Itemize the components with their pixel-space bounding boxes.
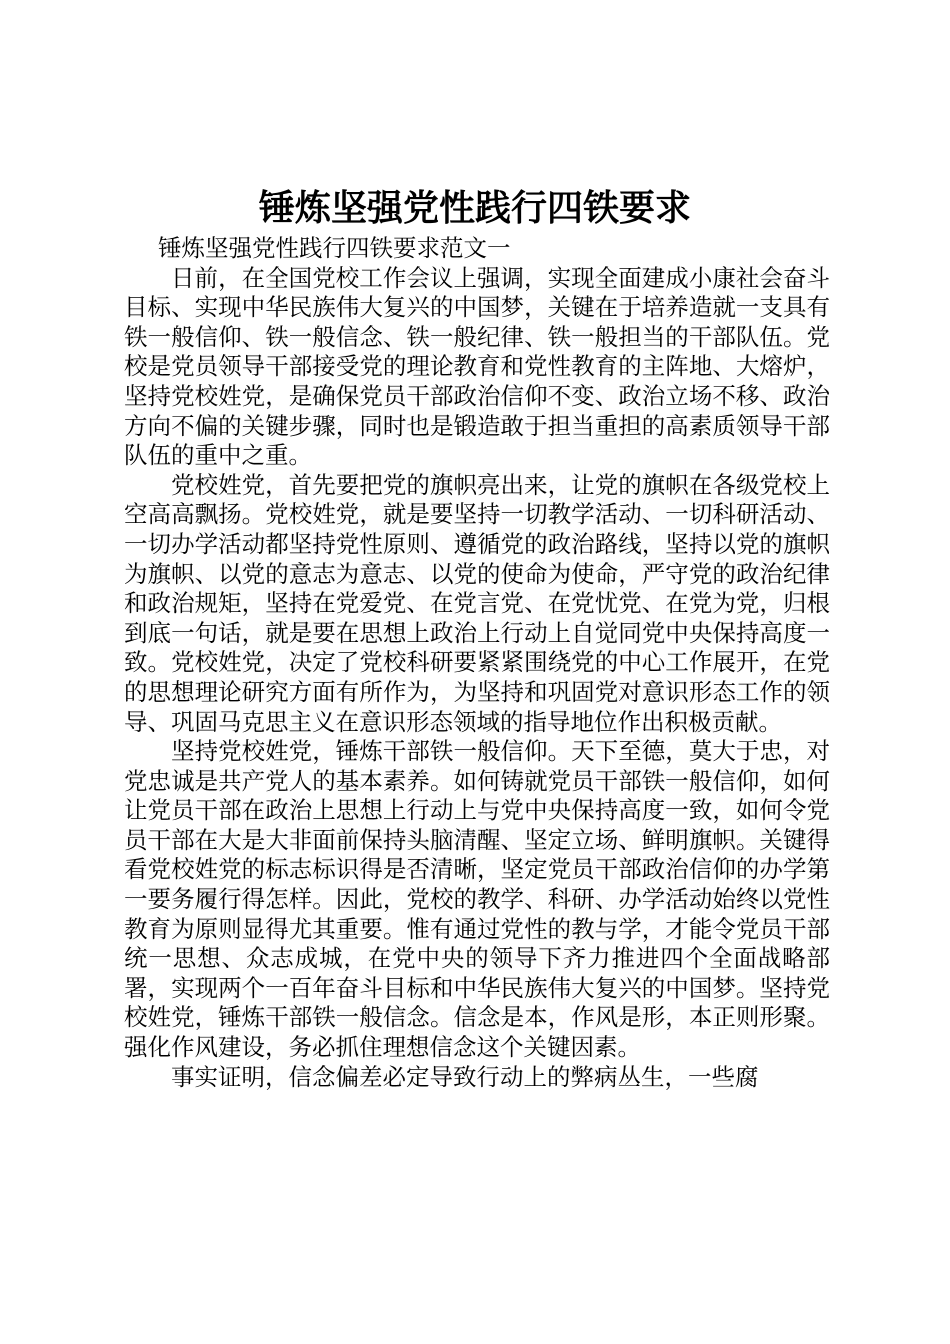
paragraph-3: 坚持党校姓党，锤炼干部铁一般信仰。天下至德，莫大于忠，对党忠诚是共产党人的基本素养。如何铸就党员干部铁一般信仰，如何让党员干部在政治上思想上行动上与党中央保持高度一致，如何令党员干部在大是大非面前保持头脑清醒、坚定立场、鲜明旗帜。关键得看党校姓党的标志标识得是否清晰，坚定党员干部政治信仰的办学第一要务履行得怎样。因此，党校的教学、科研、办学活动始终以党性教育为原则显得尤其重要。惟有通过党性的教与学，才能令党员干部统一思想、众志成城，在党中央的领导下齐力推进四个全面战略部署，实现两个一百年奋斗目标和中华民族伟大复兴的中国梦。坚持党校姓党，锤炼干部铁一般信念。信念是本，作风是形，本正则形聚。强化作风建设，务必抓住理想信念这个关键因素。	[124, 737, 830, 1062]
document-subtitle: 锤炼坚强党性践行四铁要求范文一	[158, 234, 511, 262]
document-title: 锤炼坚强党性践行四铁要求	[258, 187, 691, 229]
paragraph-4: 事实证明，信念偏差必定导致行动上的弊病丛生，一些腐	[171, 1062, 759, 1091]
document-body	[124, 234, 830, 1092]
paragraph-2: 党校姓党，首先要把党的旗帜亮出来，让党的旗帜在各级党校上空高高飘扬。党校姓党，就是要坚持一切教学活动、一切科研活动、一切办学活动都坚持党性原则、遵循党的政治路线，坚持以党的旗帜为旗帜、以党的意志为意志、以党的使命为使命，严守党的政治纪律和政治规矩，坚持在党爱党、在党言党、在党忧党、在党为党，归根到底一句话，就是要在思想上政治上行动上自觉同党中央保持高度一致。党校姓党，决定了党校科研要紧紧围绕党的中心工作展开，在党的思想理论研究方面有所作为，为坚持和巩固党对意识形态工作的领导、巩固马克思主义在意识形态领域的指导地位作出积极贡献。	[124, 470, 830, 736]
paragraph-1: 日前，在全国党校工作会议上强调，实现全面建成小康社会奋斗目标、实现中华民族伟大复兴的中国梦，关键在于培养造就一支具有铁一般信仰、铁一般信念、铁一般纪律、铁一般担当的干部队伍。党校是党员领导干部接受党的理论教育和党性教育的主阵地、大熔炉，坚持党校姓党，是确保党员干部政治信仰不变、政治立场不移、政治方向不偏的关键步骤，同时也是锻造敢于担当重担的高素质领导干部队伍的重中之重。	[124, 263, 830, 470]
